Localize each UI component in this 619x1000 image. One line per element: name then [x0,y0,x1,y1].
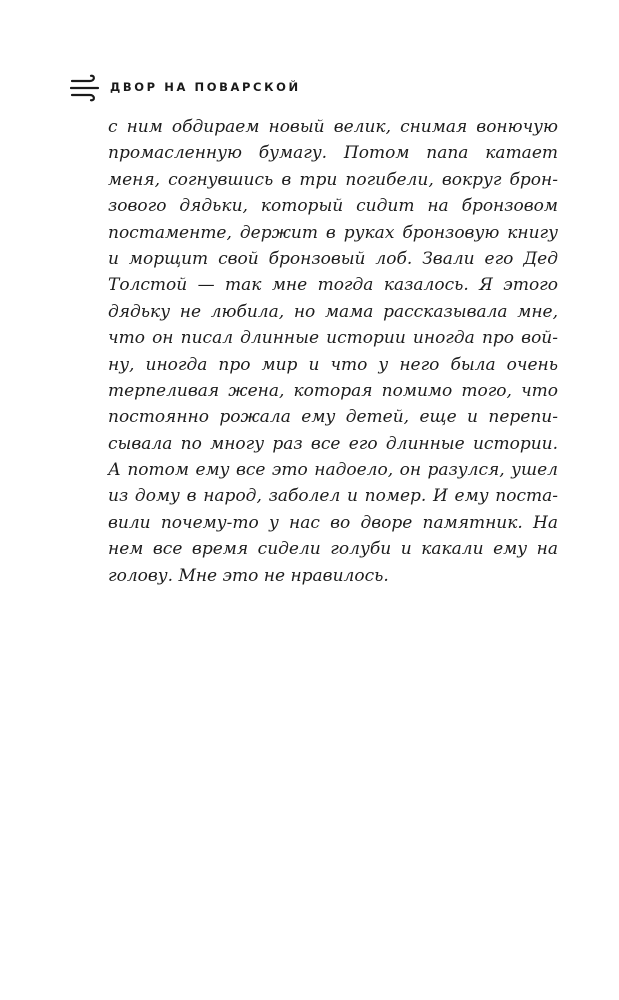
chapter-title: ДВОР НА ПОВАРСКОЙ [110,80,301,95]
text-line: А потом ему все это надоело, он разулся, ушел [108,460,558,481]
text-line: и морщит свой бронзовый лоб. Звали его Дед [108,248,558,269]
text-line: из дому в народ, заболел и помер. И ему поста- [108,486,558,507]
text-line: терпеливая жена, которая помимо того, что [108,380,558,401]
text-line: ну, иногда про мир и что у него была очень [108,354,558,375]
text-line: меня, согнувшись в три погибели, вокруг брон- [108,169,558,190]
text-line: с ним обдираем новый велик, снимая вонючую [108,117,558,137]
text-line: сывала по многу раз все его длинные истории. [108,433,558,454]
text-line: дядьку не любила, но мама рассказывала мне, [108,301,558,322]
text-line: нем все время сидели голуби и какали ему на [108,539,558,560]
body-text [108,114,558,589]
text-line: промасленную бумагу. Потом папа катает [108,143,558,164]
text-line: вили почему-то у нас во дворе памятник. На [108,512,558,533]
text-line: постоянно рожала ему детей, еще и перепи- [108,407,558,428]
running-head [70,73,301,103]
text-line: голову. Мне это не нравилось. [108,565,389,586]
swirl-ornament-icon [70,74,100,102]
text-line: постаменте, держит в руках бронзовую книгу [108,222,558,243]
text-line: зового дядьки, который сидит на бронзовом [108,196,558,217]
text-line: что он писал длинные истории иногда про вой- [108,328,558,349]
text-line: Толстой — так мне тогда казалось. Я этого [108,275,558,296]
